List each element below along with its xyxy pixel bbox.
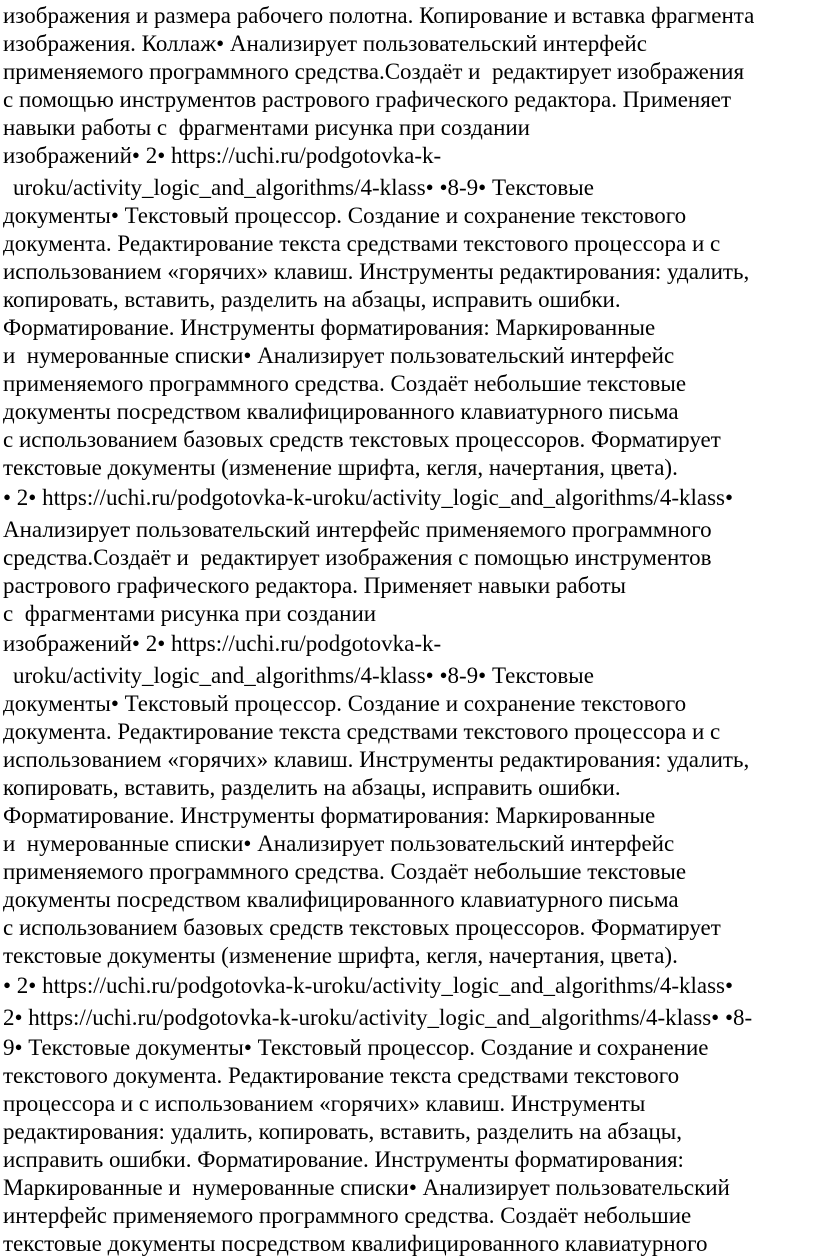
text-line: изображений• 2• https://uchi.ru/podgotovka-k- [3, 631, 442, 656]
text-line: Маркированные и нумерованные списки• Анализирует пользовательский [3, 1175, 730, 1200]
text-line: и нумерованные списки• Анализирует пользовательский интерфейс [3, 831, 675, 856]
text-line: применяемого программного средства. Создаёт небольшие текстовые [3, 859, 687, 884]
text-line: использованием «горячих» клавиш. Инструменты редактирования: удалить, [3, 747, 750, 772]
text-line: изображения. Коллаж• Анализирует пользовательский интерфейс [3, 31, 647, 56]
text-line: текстового документа. Редактирование текста средствами текстового [3, 1063, 680, 1088]
text-line: • 2• https://uchi.ru/podgotovka-k-uroku/activity_logic_and_algorithms/4-klass• [3, 973, 734, 998]
text-line: документа. Редактирование текста средствами текстового процессора и с [3, 231, 721, 256]
text-line: • 2• https://uchi.ru/podgotovka-k-uroku/activity_logic_and_algorithms/4-klass• [3, 485, 734, 510]
text-line: применяемого программного средства. Создаёт небольшие текстовые [3, 371, 687, 396]
text-line: навыки работы с фрагментами рисунка при создании [3, 115, 530, 140]
text-line: Форматирование. Инструменты форматирования: Маркированные [3, 315, 656, 340]
text-line: копировать, вставить, разделить на абзацы, исправить ошибки. [3, 287, 621, 312]
text-line: 2• https://uchi.ru/podgotovka-k-uroku/activity_logic_and_algorithms/4-klass• •8- [3, 1005, 753, 1030]
text-line: uroku/activity_logic_and_algorithms/4-klass• •8-9• Текстовые [13, 663, 594, 688]
text-line: Анализирует пользовательский интерфейс применяемого программного [3, 517, 712, 542]
text-line: текстовые документы (изменение шрифта, кегля, начертания, цвета). [3, 455, 678, 480]
text-line: с использованием базовых средств текстовых процессоров. Форматирует [3, 427, 721, 452]
text-line: интерфейс применяемого программного средства. Создаёт небольшие [3, 1203, 692, 1228]
text-line: документы посредством квалифицированного клавиатурного письма [3, 887, 679, 912]
text-line: с использованием базовых средств текстовых процессоров. Форматирует [3, 915, 721, 940]
text-line: документа. Редактирование текста средствами текстового процессора и с [3, 719, 721, 744]
text-line: процессора и с использованием «горячих» клавиш. Инструменты [3, 1091, 646, 1116]
text-line: использованием «горячих» клавиш. Инструменты редактирования: удалить, [3, 259, 750, 284]
text-line: и нумерованные списки• Анализирует пользовательский интерфейс [3, 343, 675, 368]
text-line: документы• Текстовый процессор. Создание и сохранение текстового [3, 203, 687, 228]
text-line: документы посредством квалифицированного клавиатурного письма [3, 399, 679, 424]
text-line: редактирования: удалить, копировать, вставить, разделить на абзацы, [3, 1119, 683, 1144]
text-line: с помощью инструментов растрового графического редактора. Применяет [3, 87, 732, 112]
text-line: 9• Текстовые документы• Текстовый процессор. Создание и сохранение [3, 1035, 709, 1060]
text-line: uroku/activity_logic_and_algorithms/4-klass• •8-9• Текстовые [13, 175, 594, 200]
text-line: изображения и размера рабочего полотна. Копирование и вставка фрагмента [3, 3, 755, 28]
text-line: текстовые документы (изменение шрифта, кегля, начертания, цвета). [3, 943, 678, 968]
text-line: с фрагментами рисунка при создании [3, 601, 377, 626]
text-line: средства.Создаёт и редактирует изображения с помощью инструментов [3, 545, 712, 570]
text-line: текстовые документы посредством квалифицированного клавиатурного [3, 1231, 708, 1256]
text-line: копировать, вставить, разделить на абзацы, исправить ошибки. [3, 775, 621, 800]
text-line: применяемого программного средства.Создаёт и редактирует изображения [3, 59, 745, 84]
text-line: Форматирование. Инструменты форматирования: Маркированные [3, 803, 656, 828]
text-line: исправить ошибки. Форматирование. Инструменты форматирования: [3, 1147, 684, 1172]
text-line: документы• Текстовый процессор. Создание и сохранение текстового [3, 691, 687, 716]
text-line: изображений• 2• https://uchi.ru/podgotovka-k- [3, 143, 442, 168]
text-line: растрового графического редактора. Применяет навыки работы [3, 573, 626, 598]
